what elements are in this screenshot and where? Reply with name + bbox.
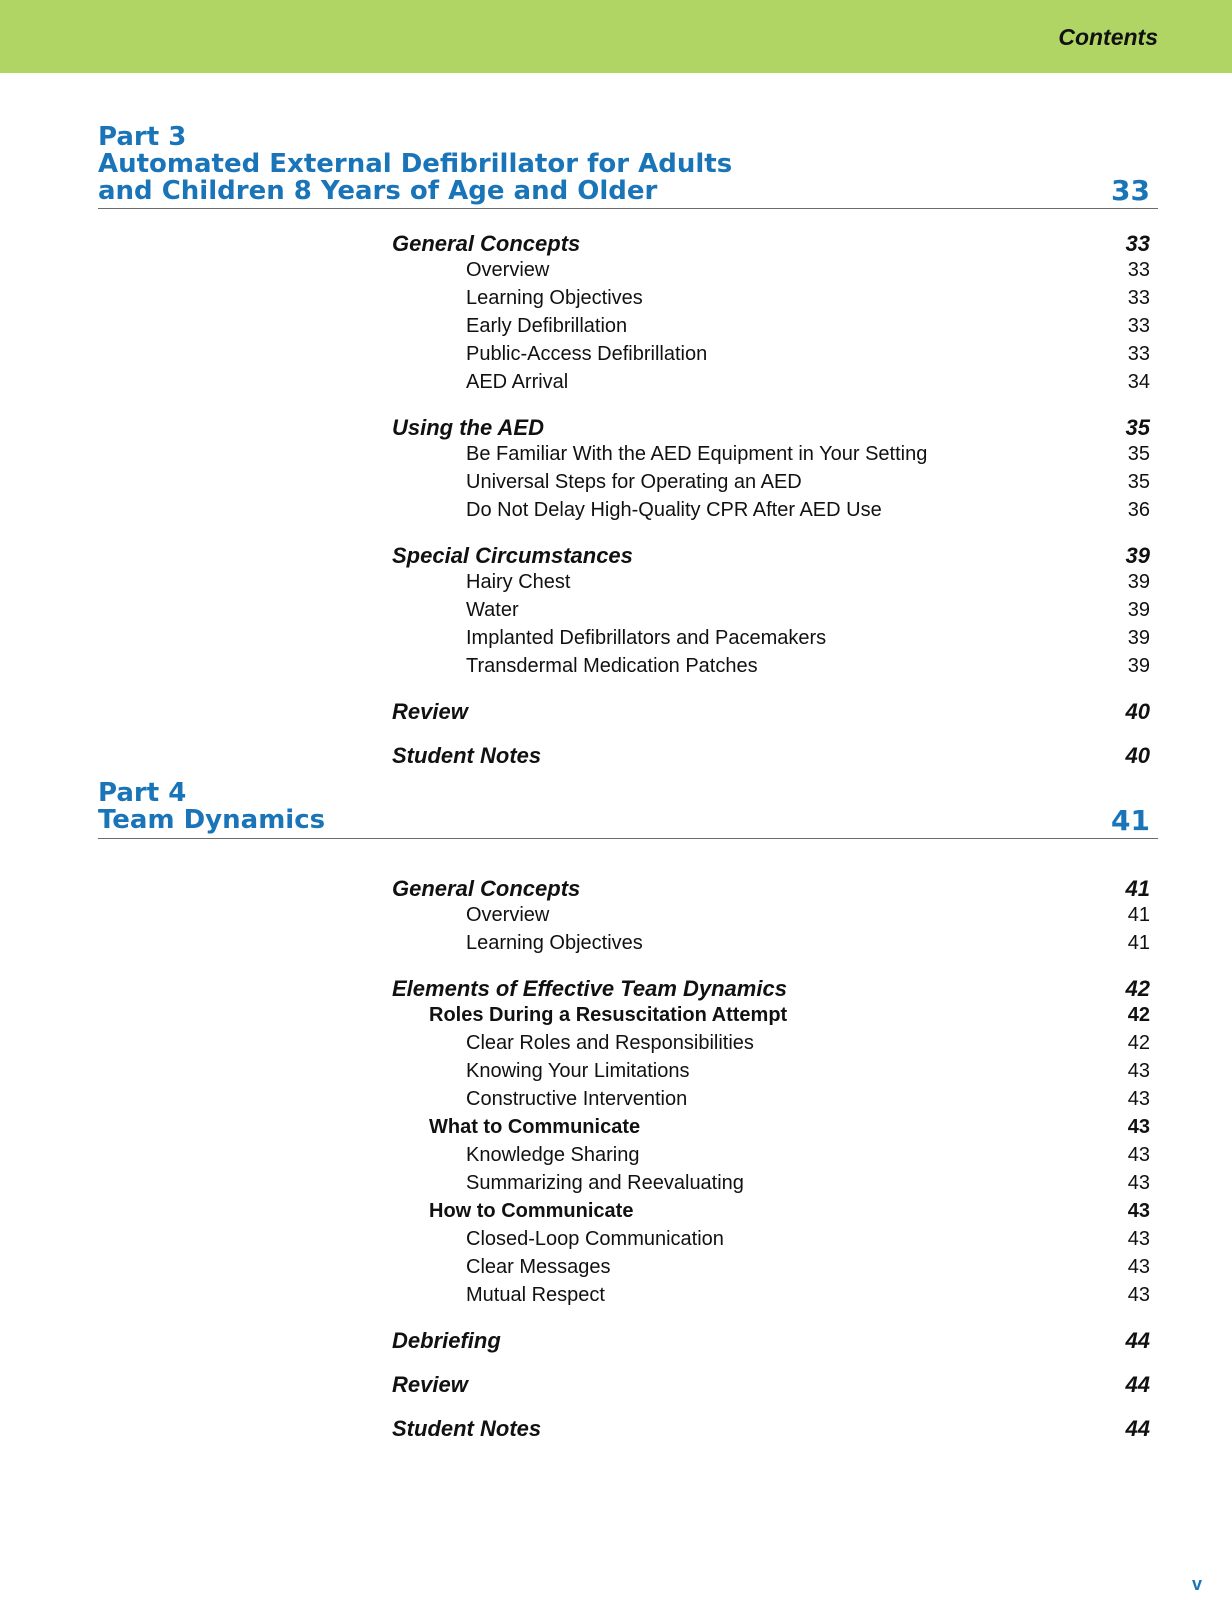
toc-entry-label: Early Defibrillation: [466, 315, 628, 337]
toc-entry-page: 33: [1127, 287, 1150, 309]
toc-entry-page: 42: [1125, 976, 1150, 1001]
toc-entry: [0, 471, 1150, 501]
toc-entry-label: General Concepts: [392, 876, 581, 901]
toc-entry-label: Closed-Loop Communication: [466, 1228, 724, 1250]
toc-entry: [0, 976, 1150, 1006]
header-title: Contents: [1058, 24, 1158, 50]
toc-entry-label: Learning Objectives: [466, 932, 643, 954]
toc-entry-page: 43: [1127, 1284, 1150, 1306]
toc-entry: [0, 1228, 1150, 1258]
toc-entry-page: 44: [1125, 1328, 1150, 1353]
toc-entry-page: 33: [1127, 259, 1150, 281]
toc-entry-label: Student Notes: [392, 1416, 542, 1441]
toc-entry: [0, 543, 1150, 573]
part-3-heading: [98, 124, 1158, 209]
toc-entry-page: 40: [1125, 743, 1150, 768]
toc-entry-page: 36: [1127, 499, 1150, 521]
toc-entry-page: 33: [1125, 231, 1150, 256]
toc-entry-page: 33: [1127, 343, 1150, 365]
toc-entry-label: Hairy Chest: [466, 571, 571, 593]
part-4-page: 41: [1111, 804, 1150, 837]
toc-entry-page: 41: [1125, 876, 1150, 901]
toc-entry-label: General Concepts: [392, 231, 581, 256]
toc-entry-label: Knowing Your Limitations: [466, 1060, 690, 1082]
toc-entry: [0, 231, 1150, 261]
toc-entry-label: Knowledge Sharing: [466, 1144, 640, 1166]
toc-entry-label: Mutual Respect: [466, 1284, 605, 1306]
part-4-heading: [98, 780, 1158, 839]
toc-entry-page: 35: [1127, 471, 1150, 493]
toc-entry-label: Constructive Intervention: [466, 1088, 688, 1110]
toc-entry-label: Special Circumstances: [392, 543, 633, 568]
toc-entry-page: 43: [1127, 1116, 1150, 1138]
toc-entry: [0, 1200, 1150, 1230]
toc-entry-label: AED Arrival: [466, 371, 569, 393]
toc-entry-page: 42: [1127, 1004, 1150, 1026]
toc-entry-page: 41: [1127, 904, 1150, 926]
toc-entry-page: 35: [1127, 443, 1150, 465]
part-3-label: Part 3: [98, 122, 187, 152]
part-4-label: Part 4: [98, 778, 187, 808]
toc-entry: [0, 1172, 1150, 1202]
part-3-title-line-2: and Children 8 Years of Age and Older: [98, 176, 658, 206]
toc-entry-page: 35: [1125, 415, 1150, 440]
toc-entry-page: 43: [1127, 1256, 1150, 1278]
toc-entry: [0, 415, 1150, 445]
toc-entry: [0, 287, 1150, 317]
toc-entry: [0, 315, 1150, 345]
toc-entry-label: Public-Access Defibrillation: [466, 343, 708, 365]
toc-entry: [0, 1416, 1150, 1446]
toc-entry-label: Elements of Effective Team Dynamics: [392, 976, 787, 1001]
toc-entry-page: 44: [1125, 1372, 1150, 1397]
toc-entry: [0, 904, 1150, 934]
toc-entry-page: 40: [1125, 699, 1150, 724]
toc-entry-page: 44: [1125, 1416, 1150, 1441]
toc-entry-page: 43: [1127, 1228, 1150, 1250]
toc-entry-label: How to Communicate: [429, 1200, 634, 1222]
toc-entry-label: Overview: [466, 904, 550, 926]
toc-entry-page: 34: [1127, 371, 1150, 393]
toc-entry-label: Learning Objectives: [466, 287, 643, 309]
part-3-page: 33: [1111, 174, 1150, 207]
toc-entry: [0, 627, 1150, 657]
toc-entry-page: 43: [1127, 1200, 1150, 1222]
toc-entry-page: 39: [1127, 599, 1150, 621]
toc-entry: [0, 1060, 1150, 1090]
toc-entry-label: What to Communicate: [429, 1116, 641, 1138]
toc-entry-label: Using the AED: [392, 415, 544, 440]
toc-entry: [0, 1032, 1150, 1062]
part-3-title-line-1: Automated External Defibrillator for Adults: [98, 149, 733, 179]
toc-entry: [0, 571, 1150, 601]
toc-entry-label: Be Familiar With the AED Equipment in Your Setting: [466, 443, 928, 465]
toc-entry: [0, 1284, 1150, 1314]
toc-entry-label: Do Not Delay High-Quality CPR After AED Use: [466, 499, 882, 521]
toc-entry: [0, 743, 1150, 773]
toc-entry-page: 43: [1127, 1172, 1150, 1194]
toc-entry: [0, 1144, 1150, 1174]
toc-entry-page: 39: [1127, 571, 1150, 593]
toc-entry-page: 41: [1127, 932, 1150, 954]
toc-entry: [0, 1256, 1150, 1286]
page-folio: v: [1191, 1574, 1202, 1594]
toc-entry: [0, 876, 1150, 906]
toc-entry: [0, 599, 1150, 629]
header-band: [0, 0, 1232, 73]
toc-entry-page: 42: [1127, 1032, 1150, 1054]
toc-entry-page: 39: [1127, 627, 1150, 649]
toc-entry: [0, 259, 1150, 289]
toc-entry-label: Overview: [466, 259, 550, 281]
toc-entry: [0, 699, 1150, 729]
toc-entry-label: Universal Steps for Operating an AED: [466, 471, 802, 493]
toc-entry-page: 43: [1127, 1060, 1150, 1082]
toc-entry-label: Roles During a Resuscitation Attempt: [429, 1004, 788, 1026]
toc-entry-label: Student Notes: [392, 743, 542, 768]
toc-entry: [0, 371, 1150, 401]
toc-entry-label: Clear Roles and Responsibilities: [466, 1032, 754, 1054]
toc-entry-page: 33: [1127, 315, 1150, 337]
toc-entry: [0, 1328, 1150, 1358]
part-4-title-line-1: Team Dynamics: [98, 805, 326, 835]
toc-entry: [0, 1372, 1150, 1402]
toc-entry-label: Review: [392, 1372, 468, 1397]
toc-entry: [0, 1088, 1150, 1118]
toc-entry: [0, 1004, 1150, 1034]
toc-entry-label: Clear Messages: [466, 1256, 611, 1278]
toc-entry: [0, 499, 1150, 529]
toc-entry-page: 43: [1127, 1144, 1150, 1166]
toc-entry-label: Debriefing: [392, 1328, 501, 1353]
toc-entry-label: Transdermal Medication Patches: [466, 655, 758, 677]
toc-entry-label: Review: [392, 699, 468, 724]
toc-entry: [0, 443, 1150, 473]
toc-entry-page: 43: [1127, 1088, 1150, 1110]
toc-entry: [0, 655, 1150, 685]
toc-entry-label: Implanted Defibrillators and Pacemakers: [466, 627, 827, 649]
toc-entry-label: Summarizing and Reevaluating: [466, 1172, 744, 1194]
toc-entry-page: 39: [1127, 655, 1150, 677]
toc-entry: [0, 932, 1150, 962]
toc-entry: [0, 343, 1150, 373]
toc-entry-page: 39: [1125, 543, 1150, 568]
toc-entry: [0, 1116, 1150, 1146]
toc-entry-label: Water: [466, 599, 519, 621]
